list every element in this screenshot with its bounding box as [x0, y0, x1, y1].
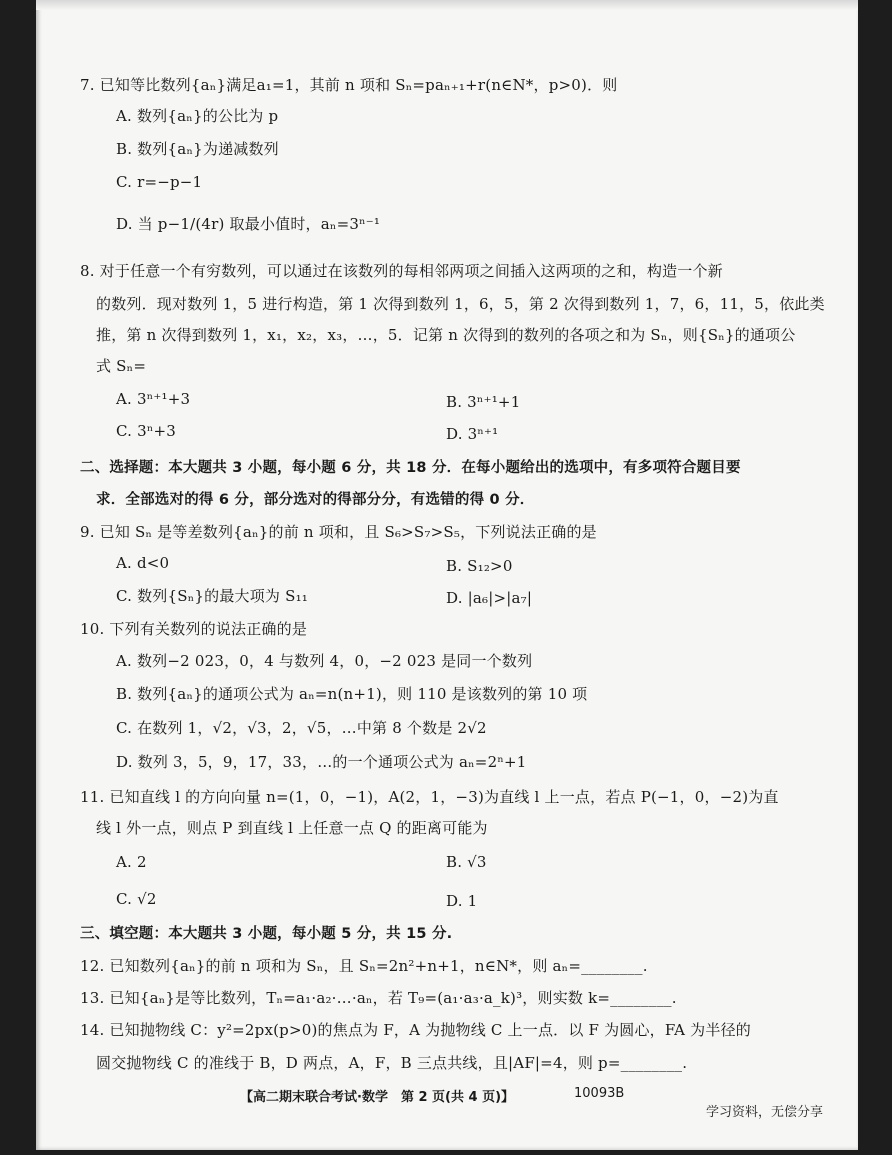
- q8-line-2: 的数列．现对数列 1，5 进行构造，第 1 次得到数列 1，6，5，第 2 次得到数列 1，7，6，11，5，依此类: [96, 295, 825, 313]
- q9-option-c: C. 数列{Sₙ}的最大项为 S₁₁: [116, 587, 309, 605]
- q11-option-c: C. √2: [116, 890, 157, 908]
- section-2-line-2: 求．全部选对的得 6 分，部分选对的得部分分，有选错的得 0 分．: [96, 492, 535, 508]
- q11-option-b: B. √3: [446, 853, 487, 871]
- q7-option-b: B. 数列{aₙ}为递减数列: [116, 140, 279, 158]
- q11-line-1: 11. 已知直线 l 的方向向量 n=(1，0，−1)，A(2，1，−3)为直线 l 上一点，若点 P(−1，0，−2)为直: [80, 788, 779, 806]
- q7-option-a: A. 数列{aₙ}的公比为 p: [116, 107, 279, 125]
- q10-option-b: B. 数列{aₙ}的通项公式为 aₙ=n(n+1)，则 110 是该数列的第 10 项: [116, 685, 588, 703]
- q10-option-a: A. 数列−2 023，0，4 与数列 4，0，−2 023 是同一个数列: [116, 652, 533, 670]
- q12-text: 12. 已知数列{aₙ}的前 n 项和为 Sₙ，且 Sₙ=2n²+n+1，n∈N*，则 aₙ=________.: [80, 957, 648, 975]
- exam-code: 10093B: [574, 1086, 625, 1101]
- q8-option-c: C. 3ⁿ+3: [116, 422, 177, 440]
- q7-stem: 7. 已知等比数列{aₙ}满足a₁=1，其前 n 项和 Sₙ=paₙ₊₁+r(n∈N*，p>0)．则: [80, 76, 618, 94]
- q10-stem: 10. 下列有关数列的说法正确的是: [80, 620, 308, 638]
- page-top-edge: [36, 0, 858, 10]
- q7-option-c: C. r=−p−1: [116, 173, 203, 191]
- q9-option-b: B. S₁₂>0: [446, 557, 513, 575]
- q7-option-d: D. 当 p−1/(4r) 取最小值时，aₙ=3ⁿ⁻¹: [116, 215, 381, 233]
- q14-line-1: 14. 已知抛物线 C：y²=2px(p>0)的焦点为 F，A 为抛物线 C 上一点．以 F 为圆心，FA 为半径的: [80, 1021, 751, 1039]
- q11-option-a: A. 2: [116, 853, 147, 871]
- q8-line-4: 式 Sₙ=: [96, 357, 147, 375]
- q8-option-a: A. 3ⁿ⁺¹+3: [116, 390, 191, 408]
- q8-option-d: D. 3ⁿ⁺¹: [446, 425, 499, 443]
- q9-option-a: A. d<0: [116, 554, 170, 572]
- section-3-heading: 三、填空题：本大题共 3 小题，每小题 5 分，共 15 分.: [80, 926, 453, 942]
- q8-option-b: B. 3ⁿ⁺¹+1: [446, 393, 521, 411]
- share-watermark-text: 学习资料，无偿分享: [706, 1105, 824, 1120]
- page-footer-title: 【高二期末联合考试·数学 第 2 页(共 4 页)】: [240, 1090, 515, 1105]
- q11-line-2: 线 l 外一点，则点 P 到直线 l 上任意一点 Q 的距离可能为: [96, 819, 488, 837]
- q13-text: 13. 已知{aₙ}是等比数列，Tₙ=a₁·a₂·…·aₙ，若 T₉=(a₁·a₃·a_k)³，则实数 k=________.: [80, 989, 677, 1007]
- q9-option-d: D. |a₆|>|a₇|: [446, 589, 533, 607]
- q9-stem: 9. 已知 Sₙ 是等差数列{aₙ}的前 n 项和，且 S₆>S₇>S₅，下列说法正确的是: [80, 523, 597, 541]
- q14-line-2: 圆交抛物线 C 的准线于 B，D 两点，A，F，B 三点共线，且|AF|=4，则 p=________.: [96, 1054, 688, 1072]
- q8-line-1: 8. 对于任意一个有穷数列，可以通过在该数列的每相邻两项之间插入这两项的之和，构造一个新: [80, 262, 723, 280]
- q11-option-d: D. 1: [446, 892, 478, 910]
- q10-option-d: D. 数列 3，5，9，17，33，…的一个通项公式为 aₙ=2ⁿ+1: [116, 753, 527, 771]
- section-2-line-1: 二、选择题：本大题共 3 小题，每小题 6 分，共 18 分．在每小题给出的选项中，有多项符合题目要: [80, 460, 741, 476]
- q8-line-3: 推，第 n 次得到数列 1，x₁，x₂，x₃，…，5．记第 n 次得到的数列的各项之和为 Sₙ，则{Sₙ}的通项公: [96, 326, 796, 344]
- q10-option-c: C. 在数列 1，√2，√3，2，√5，…中第 8 个数是 2√2: [116, 719, 487, 737]
